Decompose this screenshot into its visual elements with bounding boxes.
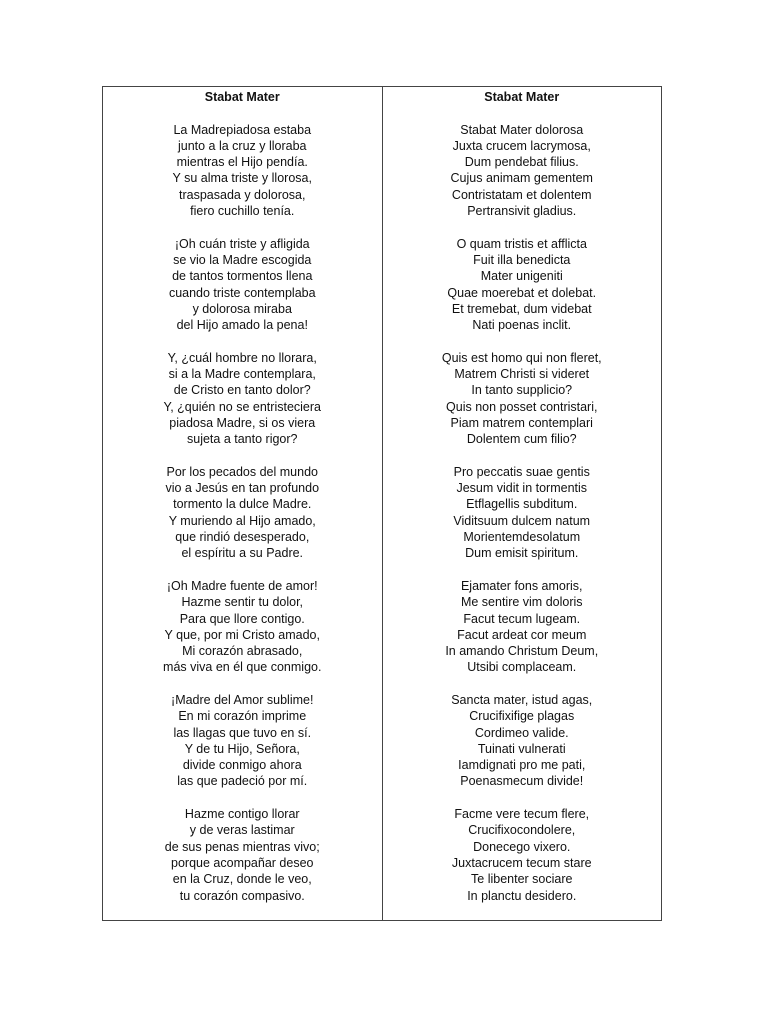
verse-line: cuando triste contemplaba: [168, 285, 316, 300]
verse-line: y de veras lastimar: [189, 823, 295, 838]
verse-line: se vio la Madre escogida: [173, 252, 312, 267]
verse-line: junto a la cruz y lloraba: [177, 138, 307, 153]
verse-line: ¡Oh cuán triste y afligida: [174, 236, 310, 251]
verse-line: Iamdignati pro me pati,: [458, 758, 586, 773]
verse-line: divide conmigo ahora: [182, 758, 302, 773]
verse-line: las que padeció por mí.: [177, 774, 308, 789]
stanza: [103, 806, 382, 904]
verse-line: ¡Madre del Amor sublime!: [171, 692, 314, 707]
verse-line: Facut tecum lugeam.: [463, 611, 581, 626]
verse-line: de sus penas mientras vivo;: [164, 839, 320, 854]
verse-line: In tanto supplicio?: [471, 383, 573, 398]
verse-line: Etflagellis subditum.: [466, 497, 578, 512]
verse-line: La Madrepiadosa estaba: [173, 122, 312, 137]
verse-line: Piam matrem contemplari: [450, 415, 593, 430]
verse-line: Cordimeo valide.: [474, 725, 569, 740]
verse-line: si a la Madre contemplara,: [168, 367, 316, 382]
verse-line: Me sentire vim doloris: [460, 595, 583, 610]
verse-line: Fuit illa benedicta: [473, 252, 571, 267]
verse-line: Mater unigeniti: [480, 269, 563, 284]
stanza: [103, 122, 382, 220]
verse-line: Pro peccatis suae gentis: [453, 464, 590, 479]
stanza: [103, 578, 382, 676]
verse-line: del Hijo amado la pena!: [176, 318, 308, 333]
verse-line: Para que llore contigo.: [179, 611, 305, 626]
verse-line: Dum pendebat filius.: [464, 155, 579, 170]
verse-line: Quis non posset contristari,: [446, 399, 598, 414]
stanza: [103, 692, 382, 790]
verse-line: Contristatam et dolentem: [451, 187, 592, 202]
verse-line: Hazme contigo llorar: [184, 807, 300, 822]
verse-line: Juxta crucem lacrymosa,: [452, 138, 591, 153]
stanza: [383, 350, 662, 448]
verse-line: tormento la dulce Madre.: [173, 497, 312, 512]
verse-line: Dolentem cum filio?: [466, 432, 577, 447]
verse-line: y dolorosa miraba: [192, 301, 292, 316]
verse-line: de tantos tormentos llena: [172, 269, 313, 284]
verse-line: Hazme sentir tu dolor,: [181, 595, 304, 610]
verse-line: Pertransivit gladius.: [467, 204, 577, 219]
verse-line: In planctu desidero.: [467, 888, 577, 903]
verse-line: porque acompañar deseo: [171, 855, 314, 870]
verse-line: que rindió desesperado,: [175, 530, 310, 545]
stanza: [103, 236, 382, 334]
stanza: [103, 464, 382, 562]
verse-line: Morientemdesolatum: [463, 530, 581, 545]
verse-line: traspasada y dolorosa,: [179, 187, 306, 202]
verse-line: Quis est homo qui non fleret,: [441, 350, 602, 365]
stanza: [383, 122, 662, 220]
verse-line: en la Cruz, donde le veo,: [172, 872, 312, 887]
verse-line: Poenasmecum divide!: [460, 774, 584, 789]
verse-line: Crucifixocondolere,: [468, 823, 576, 838]
latin-column: [382, 87, 662, 920]
column-title: Stabat Mater: [204, 90, 280, 104]
verse-line: Y, ¿cuál hombre no llorara,: [167, 350, 317, 365]
verse-line: Te libenter sociare: [471, 872, 573, 887]
stanza: [383, 806, 662, 904]
stanza: [383, 578, 662, 676]
verse-line: Dum emisit spiritum.: [465, 546, 579, 561]
verse-line: Nati poenas inclit.: [472, 318, 572, 333]
verse-line: sujeta a tanto rigor?: [187, 432, 298, 447]
poem-table: [102, 86, 662, 921]
verse-line: piadosa Madre, si os viera: [169, 415, 316, 430]
verse-line: Y, ¿quién no se entristeciera: [163, 399, 321, 414]
verse-line: Facme vere tecum flere,: [454, 807, 590, 822]
verse-line: de Cristo en tanto dolor?: [173, 383, 311, 398]
verse-line: Y que, por mi Cristo amado,: [164, 627, 320, 642]
stanza: [383, 236, 662, 334]
verse-line: Juxtacrucem tecum stare: [451, 855, 592, 870]
verse-line: Y de tu Hijo, Señora,: [184, 741, 300, 756]
verse-line: Por los pecados del mundo: [166, 464, 318, 479]
stanza: [103, 350, 382, 448]
verse-line: Jesum vidit in tormentis: [456, 481, 588, 496]
verse-line: vio a Jesús en tan profundo: [165, 481, 320, 496]
verse-line: las llagas que tuvo en sí.: [173, 725, 312, 740]
verse-line: Donecego vixero.: [473, 839, 571, 854]
verse-line: el espíritu a su Padre.: [181, 546, 304, 561]
verse-line: O quam tristis et afflicta: [456, 236, 587, 251]
verse-line: ¡Oh Madre fuente de amor!: [166, 578, 318, 593]
verse-line: Facut ardeat cor meum: [457, 627, 587, 642]
verse-line: In amando Christum Deum,: [445, 644, 599, 659]
verse-line: Cujus animam gementem: [450, 171, 593, 186]
verse-line: mientras el Hijo pendía.: [176, 155, 308, 170]
spanish-column: [103, 87, 382, 920]
verse-line: Y su alma triste y llorosa,: [172, 171, 312, 186]
verse-line: Mi corazón abrasado,: [182, 644, 303, 659]
verse-line: Matrem Christi si videret: [454, 367, 590, 382]
verse-line: Et tremebat, dum videbat: [451, 301, 592, 316]
verse-line: fiero cuchillo tenía.: [190, 204, 295, 219]
verse-line: Crucifixifige plagas: [469, 709, 575, 724]
verse-line: Tuinati vulnerati: [477, 741, 566, 756]
verse-line: más viva en él que conmigo.: [163, 660, 322, 675]
column-title: Stabat Mater: [484, 90, 560, 104]
stanza: [383, 692, 662, 790]
verse-line: Y muriendo al Hijo amado,: [168, 513, 316, 528]
verse-line: Stabat Mater dolorosa: [460, 122, 584, 137]
verse-line: Viditsuum dulcem natum: [453, 513, 591, 528]
verse-line: Sancta mater, istud agas,: [451, 692, 593, 707]
stanza: [383, 464, 662, 562]
verse-line: Ejamater fons amoris,: [460, 578, 583, 593]
verse-line: En mi corazón imprime: [178, 709, 307, 724]
verse-line: tu corazón compasivo.: [179, 888, 305, 903]
verse-line: Utsibi complaceam.: [467, 660, 577, 675]
verse-line: Quae moerebat et dolebat.: [447, 285, 597, 300]
